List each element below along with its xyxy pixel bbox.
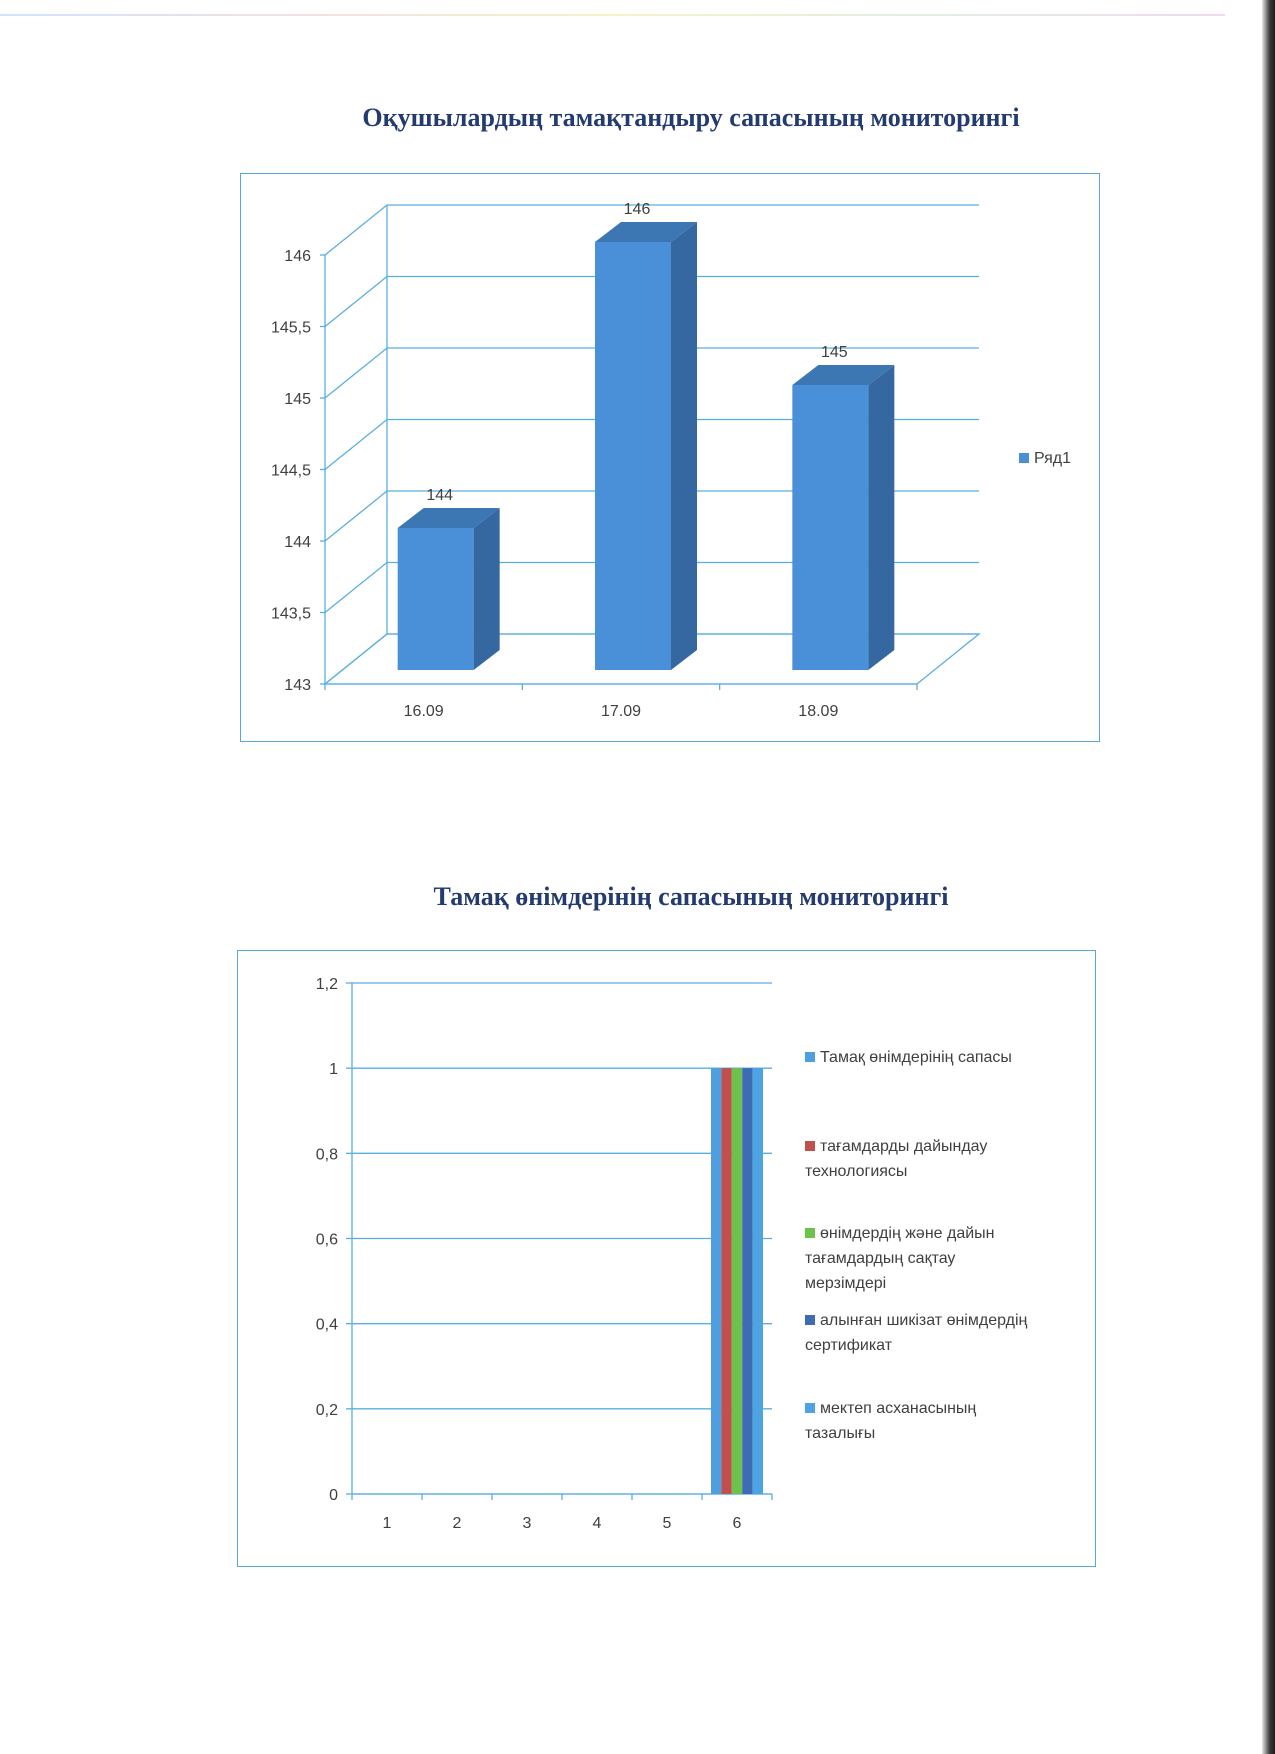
chart2-frame [237, 950, 1096, 1567]
chart1-side-gridline [325, 277, 387, 327]
chart2-bar [721, 1068, 731, 1494]
legend-line: алынған шикізат өнімдердің [820, 1312, 1028, 1329]
chart2-bar [742, 1068, 752, 1494]
chart2-bar [753, 1068, 763, 1494]
chart2-legend-item-1 [805, 1045, 1012, 1070]
chart1-frame [240, 173, 1100, 742]
chart2-bar [732, 1068, 742, 1494]
chart1-ytick-label: 143,5 [270, 605, 311, 623]
chart2-legend-item-5 [805, 1396, 976, 1446]
chart1-side-gridline [325, 563, 387, 613]
chart1-data-label: 144 [426, 487, 454, 504]
legend-line: тазалығы [805, 1425, 876, 1442]
chart1-svg [241, 174, 1099, 741]
chart1-ytick-label: 145 [284, 391, 311, 408]
legend-line: мектеп асханасының [820, 1400, 977, 1417]
legend-swatch [805, 1052, 815, 1062]
chart1-bar-side [474, 508, 500, 670]
legend-line: сертификат [805, 1337, 893, 1354]
chart1-ytick-label: 144,5 [270, 462, 311, 480]
top-rule [0, 14, 1225, 16]
chart2-xtick-label: 4 [592, 1515, 602, 1532]
chart2-xtick-label: 3 [522, 1515, 532, 1532]
chart2-bar [711, 1068, 721, 1494]
chart1-bar [792, 385, 868, 670]
chart1-xtick-label: 16.09 [403, 703, 444, 720]
chart1-xtick-label: 18.09 [798, 703, 839, 720]
chart1-data-label: 146 [623, 201, 651, 218]
chart2-legend-item-3 [805, 1221, 995, 1296]
legend-swatch [1019, 453, 1029, 463]
chart2-xtick-label: 5 [662, 1515, 672, 1532]
chart1-side-gridline [325, 491, 387, 541]
legend-line: тағамдардың сақтау [805, 1250, 956, 1267]
legend-line: тағамдарды дайындау [820, 1138, 988, 1155]
legend-swatch [805, 1315, 815, 1325]
chart1-side-gridline [325, 348, 387, 398]
chart1-xtick-label: 17.09 [600, 703, 642, 720]
chart1-side-gridline [325, 634, 387, 684]
chart1-title: Оқушылардың тамақтандыру сапасының мониторингі [362, 103, 1020, 132]
chart1-legend-item [1019, 446, 1071, 471]
legend-line: Тамақ өнімдерінің сапасы [820, 1049, 1012, 1066]
chart1-legend-label: Ряд1 [1034, 450, 1072, 467]
chart1-ytick-label: 146 [284, 248, 311, 265]
chart2-ytick-label: 0 [329, 1487, 338, 1504]
scan-edge [1262, 0, 1275, 1754]
legend-swatch [805, 1141, 815, 1151]
chart2-ytick-label: 1 [329, 1061, 338, 1079]
chart1-ytick-label: 144 [284, 534, 311, 551]
legend-line: технологиясы [805, 1163, 908, 1180]
chart1-side-gridline [325, 420, 387, 470]
chart2-legend-item-4 [805, 1308, 1027, 1358]
chart2-ytick-label: 0,6 [315, 1231, 338, 1249]
chart2-ytick-label: 1,2 [315, 976, 338, 993]
chart1-bar [595, 242, 671, 670]
chart2-ytick-label: 0,2 [315, 1401, 338, 1419]
chart1-ytick-label: 143 [284, 677, 311, 694]
chart1-data-label: 145 [820, 344, 848, 361]
chart2-title: Тамақ өнімдерінің сапасының мониторингі [433, 882, 949, 911]
legend-line: өнімдердің және дайын [820, 1225, 995, 1242]
legend-swatch [805, 1228, 815, 1238]
chart2-xtick-label: 1 [382, 1515, 392, 1532]
legend-swatch [805, 1403, 815, 1413]
legend-line: мерзімдері [805, 1275, 887, 1292]
chart1-bar-side [868, 365, 894, 670]
chart2-ytick-label: 0,4 [315, 1316, 338, 1334]
chart1-side-gridline [325, 205, 387, 255]
chart2-ytick-label: 0,8 [315, 1146, 338, 1164]
chart2-xtick-label: 6 [732, 1515, 742, 1532]
chart2-legend-item-2 [805, 1134, 987, 1184]
chart1-ytick-label: 145,5 [270, 319, 311, 337]
chart1-bar [398, 528, 474, 670]
chart2-xtick-label: 2 [452, 1515, 462, 1532]
chart1-bar-side [671, 222, 697, 670]
